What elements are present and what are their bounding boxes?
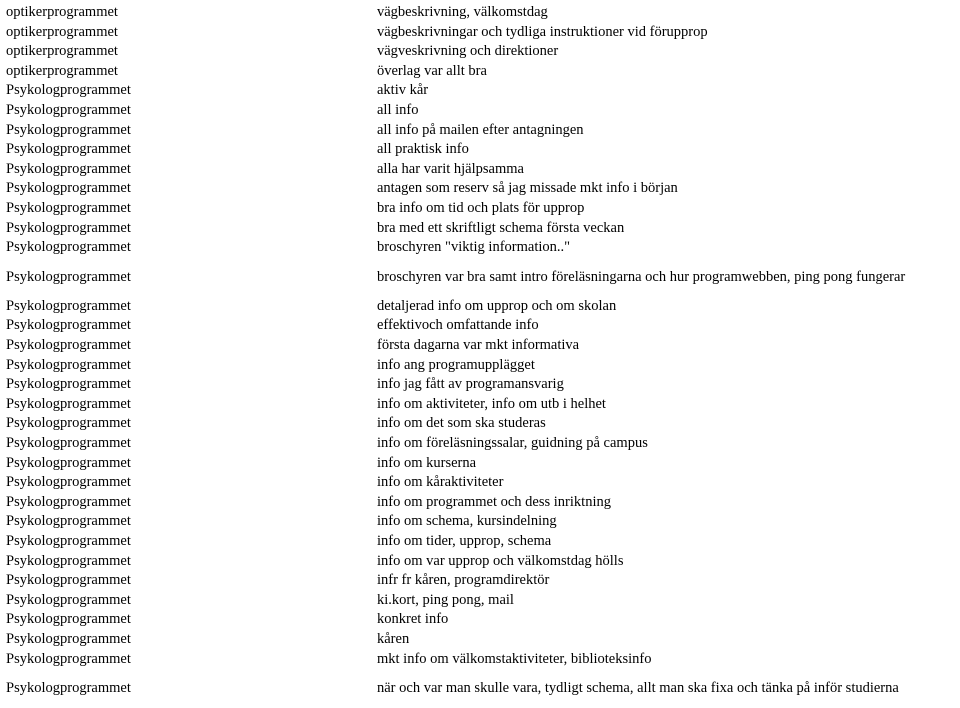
program-cell: Psykologprogrammet xyxy=(6,650,131,667)
comment-cell: info om det som ska studeras xyxy=(377,415,546,432)
comment-cell: aktiv kår xyxy=(377,82,429,99)
table-row xyxy=(0,258,960,297)
comment-cell: all info på mailen efter antagningen xyxy=(377,121,584,138)
program-cell: Psykologprogrammet xyxy=(6,102,131,118)
program-cell: Psykologprogrammet xyxy=(6,454,131,471)
table-row xyxy=(0,493,960,513)
comment-cell: info jag fått av programansvarig xyxy=(377,376,564,393)
table-row xyxy=(0,62,960,82)
program-cell: Psykologprogrammet xyxy=(6,317,131,334)
program-cell: Psykologprogrammet xyxy=(6,356,131,373)
table-row xyxy=(0,591,960,611)
program-cell: Psykologprogrammet xyxy=(6,493,131,510)
comment-cell: infr fr kåren, programdirektör xyxy=(377,572,550,589)
comment-cell: alla har varit hjälpsamma xyxy=(377,160,524,177)
comment-cell: ki.kort, ping pong, mail xyxy=(377,591,514,608)
program-cell: Psykologprogrammet xyxy=(6,268,131,285)
table-row xyxy=(0,179,960,199)
table-row xyxy=(0,81,960,101)
table-row xyxy=(0,121,960,141)
comment-cell: info om tider, upprop, schema xyxy=(377,533,552,549)
comment-cell: överlag var allt bra xyxy=(377,62,487,79)
comment-cell: all praktisk info xyxy=(377,141,469,158)
table-row xyxy=(0,316,960,336)
table-row xyxy=(0,512,960,532)
table-row xyxy=(0,532,960,552)
table-row xyxy=(0,238,960,258)
program-cell: Psykologprogrammet xyxy=(6,395,131,412)
table-row xyxy=(0,414,960,434)
table-row xyxy=(0,375,960,395)
table-row xyxy=(0,3,960,23)
table-row xyxy=(0,23,960,43)
program-cell: Psykologprogrammet xyxy=(6,219,131,236)
program-cell: Psykologprogrammet xyxy=(6,82,131,99)
comment-cell: broschyren var bra samt intro föreläsningarna och hur programwebben, ping pong fungerar xyxy=(377,268,906,285)
program-cell: optikerprogrammet xyxy=(6,62,118,79)
table-row xyxy=(0,101,960,121)
program-cell: Psykologprogrammet xyxy=(6,680,131,697)
program-cell: Psykologprogrammet xyxy=(6,591,131,608)
comment-cell: info om kurserna xyxy=(377,454,477,471)
program-cell: Psykologprogrammet xyxy=(6,415,131,432)
program-cell: Psykologprogrammet xyxy=(6,141,131,158)
table-row xyxy=(0,669,960,708)
comment-cell: vägbeskrivning, välkomstdag xyxy=(377,4,548,20)
table-row xyxy=(0,473,960,493)
program-cell: Psykologprogrammet xyxy=(6,513,131,530)
program-cell: Psykologprogrammet xyxy=(6,376,131,393)
table-row xyxy=(0,336,960,356)
table-row xyxy=(0,297,960,317)
comment-cell: bra info om tid och plats för upprop xyxy=(377,200,585,216)
comment-cell: info om programmet och dess inriktning xyxy=(377,493,611,510)
table-row xyxy=(0,571,960,591)
comment-cell: effektivoch omfattande info xyxy=(377,317,539,334)
comment-cell: broschyren "viktig information.." xyxy=(377,239,571,256)
program-cell: Psykologprogrammet xyxy=(6,631,131,647)
program-cell: Psykologprogrammet xyxy=(6,435,131,451)
program-cell: Psykologprogrammet xyxy=(6,180,131,197)
comment-cell: kåren xyxy=(377,631,410,647)
program-cell: Psykologprogrammet xyxy=(6,611,131,628)
comment-cell: info ang programupplägget xyxy=(377,356,535,373)
table-row xyxy=(0,454,960,474)
comment-cell: bra med ett skriftligt schema första veckan xyxy=(377,219,625,236)
comment-cell: info om kåraktiviteter xyxy=(377,474,504,491)
table-row xyxy=(0,42,960,62)
comment-cell: när och var man skulle vara, tydligt schema, allt man ska fixa och tänka på inför studierna xyxy=(377,680,899,697)
program-cell: Psykologprogrammet xyxy=(6,337,131,353)
table-row xyxy=(0,552,960,572)
program-cell: Psykologprogrammet xyxy=(6,200,131,216)
program-cell: Psykologprogrammet xyxy=(6,239,131,256)
comment-cell: all info xyxy=(377,102,419,118)
comment-cell: konkret info xyxy=(377,611,449,628)
program-cell: Psykologprogrammet xyxy=(6,533,131,549)
table-row xyxy=(0,199,960,219)
program-cell: Psykologprogrammet xyxy=(6,297,131,314)
table-row xyxy=(0,219,960,239)
comment-cell: antagen som reserv så jag missade mkt info i början xyxy=(377,180,678,197)
table-row xyxy=(0,434,960,454)
program-cell: Psykologprogrammet xyxy=(6,160,131,177)
program-cell: optikerprogrammet xyxy=(6,43,118,60)
program-cell: Psykologprogrammet xyxy=(6,121,131,138)
comment-cell: detaljerad info om upprop och om skolan xyxy=(377,297,617,314)
program-cell: optikerprogrammet xyxy=(6,23,118,40)
comment-cell: info om aktiviteter, info om utb i helhet xyxy=(377,395,606,412)
program-cell: Psykologprogrammet xyxy=(6,572,131,589)
comment-cell: info om föreläsningssalar, guidning på campus xyxy=(377,435,648,451)
table-row xyxy=(0,610,960,630)
comment-cell: första dagarna var mkt informativa xyxy=(377,337,580,353)
table-row xyxy=(0,140,960,160)
comment-cell: mkt info om välkomstaktiviteter, biblioteksinfo xyxy=(377,650,652,667)
program-cell: optikerprogrammet xyxy=(6,4,118,20)
table-row xyxy=(0,650,960,670)
table-row xyxy=(0,160,960,180)
comment-cell: info om schema, kursindelning xyxy=(377,513,557,530)
table-row xyxy=(0,356,960,376)
program-cell: Psykologprogrammet xyxy=(6,474,131,491)
comment-cell: vägveskrivning och direktioner xyxy=(377,43,559,60)
comment-cell: vägbeskrivningar och tydliga instruktioner vid förupprop xyxy=(377,23,708,40)
program-cell: Psykologprogrammet xyxy=(6,552,131,569)
comment-cell: info om var upprop och välkomstdag hölls xyxy=(377,552,624,569)
table-row xyxy=(0,395,960,415)
table-row xyxy=(0,630,960,650)
